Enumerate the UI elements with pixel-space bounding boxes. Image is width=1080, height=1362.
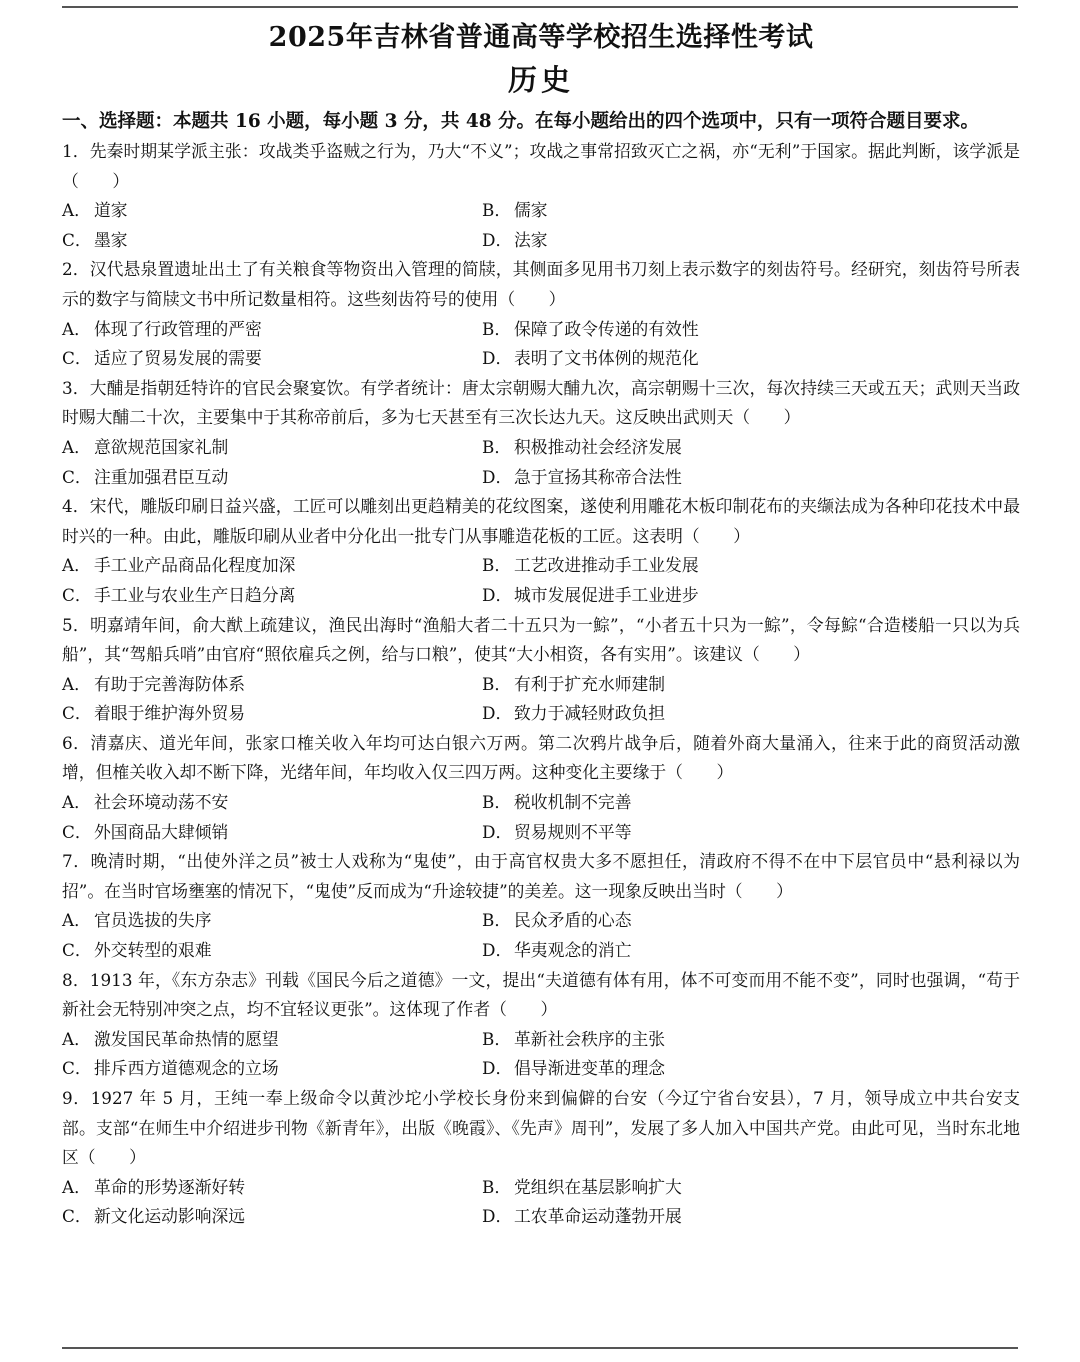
option-b[interactable] (482, 315, 1020, 345)
question-stem: 5．明嘉靖年间，俞大猷上疏建议，渔民出海时“渔船大者二十五只为一鯮”，“小者五十只为一鯮”，令每鯮“合造楼船一只以为兵船”，其“驾船兵哨”由官府“照依雇兵之例，给与口粮”，使其“大小相资，各有实用”。该建议（ ） (62, 614, 1020, 665)
option-letter: D． (482, 348, 513, 369)
question-stem: 9．1927 年 5 月，王纯一奉上级命令以黄沙坨小学校长身份来到偏僻的台安（今辽宁省台安县），7 月，领导成立中共台安支部。支部“在师生中介绍进步刊物《新青年》，出版《晚霞》、《先声》周刊”，发展了多人加入中国共产党。由此可见，当时东北地区（ ） (62, 1088, 1020, 1168)
option-c[interactable] (62, 936, 482, 966)
option-c[interactable] (62, 818, 482, 848)
option-b[interactable] (482, 551, 1020, 581)
option-letter: C． (62, 1206, 92, 1227)
option-letter: C． (62, 229, 92, 250)
option-letter: B． (482, 1028, 512, 1049)
option-text: 体现了行政管理的严密 (94, 318, 262, 339)
question-2 (62, 255, 1020, 373)
option-text: 革命的形势逐渐好转 (94, 1176, 246, 1197)
option-d[interactable] (482, 818, 1020, 848)
option-b[interactable] (482, 1025, 1020, 1055)
question-stem: 7．晚清时期，“出使外洋之员”被士人戏称为“鬼使”，由于高官权贵大多不愿担任，清政府不得不在中下层官员中“悬利禄以为招”。在当时官场壅塞的情况下，“鬼使”反而成为“升途较捷”的美差。这一现象反映出当时（ ） (62, 851, 1020, 901)
option-text: 有利于扩充水师建制 (514, 673, 666, 694)
option-text: 外国商品大肆倾销 (94, 821, 229, 842)
option-text: 税收机制不完善 (514, 792, 632, 813)
option-letter: C． (62, 940, 92, 961)
option-d[interactable] (482, 581, 1020, 611)
option-c[interactable] (62, 463, 482, 493)
option-letter: B． (482, 910, 512, 931)
option-grid (62, 196, 1020, 255)
option-letter: D． (482, 1058, 513, 1079)
option-text: 法家 (514, 229, 548, 250)
option-b[interactable] (482, 906, 1020, 936)
question-stem: 3．大酺是指朝廷特许的官民会聚宴饮。有学者统计：唐太宗朝赐大酺九次，高宗朝赐十三次，每次持续三天或五天；武则天当政时赐大酺二十次，主要集中于其称帝前后，多为七天甚至有三次长达九天。这反映出武则天（ ） (62, 377, 1020, 428)
option-grid (62, 670, 1020, 729)
option-letter: A． (62, 436, 91, 457)
option-d[interactable] (482, 699, 1020, 729)
option-letter: B． (482, 1176, 512, 1197)
option-grid (62, 906, 1020, 965)
option-text: 着眼于维护海外贸易 (94, 703, 246, 724)
option-letter: A． (62, 200, 91, 221)
question-4 (62, 492, 1020, 610)
option-d[interactable] (482, 936, 1020, 966)
subject-title: 历史 (507, 63, 574, 97)
option-text: 民众矛盾的心态 (514, 910, 632, 931)
option-letter: B． (482, 318, 512, 339)
option-d[interactable] (482, 344, 1020, 374)
option-letter: A． (62, 792, 91, 813)
option-text: 保障了政令传递的有效性 (514, 318, 699, 339)
option-letter: B． (482, 673, 512, 694)
option-letter: D． (482, 940, 513, 961)
option-text: 贸易规则不平等 (514, 821, 632, 842)
option-text: 墨家 (94, 229, 128, 250)
option-a[interactable] (62, 906, 482, 936)
option-grid (62, 433, 1020, 492)
top-rule (62, 6, 1018, 8)
option-letter: A． (62, 1176, 91, 1197)
option-b[interactable] (482, 788, 1020, 818)
option-c[interactable] (62, 581, 482, 611)
option-a[interactable] (62, 315, 482, 345)
option-letter: A． (62, 555, 91, 576)
option-text: 表明了文书体例的规范化 (514, 348, 699, 369)
option-text: 注重加强君臣互动 (94, 466, 229, 487)
option-letter: C． (62, 821, 92, 842)
option-text: 工艺改进推动手工业发展 (514, 555, 699, 576)
option-text: 手工业与农业生产日趋分离 (94, 584, 296, 605)
option-text: 社会环境动荡不安 (94, 792, 229, 813)
question-stem: 4．宋代，雕版印刷日益兴盛，工匠可以雕刻出更趋精美的花纹图案，遂使利用雕花木板印制花布的夹缬法成为各种印花技术中最时兴的一种。由此，雕版印刷从业者中分化出一批专门从事雕造花板的工匠。这表明（ ） (62, 496, 1020, 546)
option-letter: A． (62, 318, 91, 339)
option-b[interactable] (482, 196, 1020, 226)
option-b[interactable] (482, 1173, 1020, 1203)
option-letter: D． (482, 466, 513, 487)
question-9 (62, 1084, 1020, 1232)
option-c[interactable] (62, 226, 482, 256)
question-5 (62, 611, 1020, 729)
option-grid (62, 1173, 1020, 1232)
option-text: 排斥西方道德观念的立场 (94, 1058, 279, 1079)
question-7 (62, 847, 1020, 965)
option-text: 急于宣扬其称帝合法性 (514, 466, 682, 487)
question-8 (62, 966, 1020, 1084)
question-list (62, 137, 1020, 1232)
option-letter: B． (482, 792, 512, 813)
option-c[interactable] (62, 1054, 482, 1084)
option-grid (62, 1025, 1020, 1084)
option-a[interactable] (62, 1025, 482, 1055)
option-a[interactable] (62, 670, 482, 700)
option-a[interactable] (62, 551, 482, 581)
option-d[interactable] (482, 1202, 1020, 1232)
option-text: 城市发展促进手工业进步 (514, 584, 699, 605)
question-3 (62, 374, 1020, 492)
option-letter: C． (62, 1058, 92, 1079)
option-letter: A． (62, 910, 91, 931)
question-stem: 8．1913 年，《东方杂志》刊载《国民今后之道德》一文，提出“夫道德有体有用，体不可变而用不能不变”，同时也强调，“苟于新社会无特别冲突之点，均不宜轻议更张”。这体现了作者（ ） (62, 969, 1020, 1020)
option-letter: D． (482, 703, 513, 724)
option-grid (62, 551, 1020, 610)
option-letter: B． (482, 200, 512, 221)
option-letter: C． (62, 703, 92, 724)
option-letter: D． (482, 1206, 513, 1227)
option-d[interactable] (482, 463, 1020, 493)
option-grid (62, 315, 1020, 374)
option-b[interactable] (482, 433, 1020, 463)
option-text: 革新社会秩序的主张 (514, 1028, 666, 1049)
option-text: 党组织在基层影响扩大 (514, 1176, 682, 1197)
option-text: 儒家 (514, 200, 548, 221)
option-b[interactable] (482, 670, 1020, 700)
question-stem: 1．先秦时期某学派主张：攻战类乎盗贼之行为，乃大“不义”；攻战之事常招致灭亡之祸，亦“无利”于国家。据此判断，该学派是（ ） (62, 141, 1020, 191)
option-a[interactable] (62, 196, 482, 226)
option-letter: B． (482, 436, 512, 457)
option-a[interactable] (62, 433, 482, 463)
option-letter: C． (62, 466, 92, 487)
option-letter: A． (62, 1028, 91, 1049)
option-letter: A． (62, 673, 91, 694)
option-c[interactable] (62, 699, 482, 729)
option-text: 工农革命运动蓬勃开展 (514, 1206, 682, 1227)
question-6 (62, 729, 1020, 847)
question-stem: 2．汉代悬泉置遗址出土了有关粮食等物资出入管理的简牍，其侧面多见用书刀刻上表示数字的刻齿符号。经研究，刻齿符号所表示的数字与简牍文书中所记数量相符。这些刻齿符号的使用（ ） (62, 259, 1020, 309)
exam-page (62, 18, 1020, 1232)
option-d[interactable] (482, 226, 1020, 256)
option-c[interactable] (62, 1202, 482, 1232)
option-text: 道家 (94, 200, 128, 221)
option-text: 倡导渐进变革的理念 (514, 1058, 666, 1079)
option-text: 新文化运动影响深远 (94, 1206, 246, 1227)
bottom-rule (62, 1347, 1018, 1349)
option-letter: D． (482, 584, 513, 605)
option-letter: C． (62, 348, 92, 369)
option-a[interactable] (62, 1173, 482, 1203)
option-c[interactable] (62, 344, 482, 374)
question-stem: 6．清嘉庆、道光年间，张家口榷关收入年均可达白银六万两。第二次鸦片战争后，随着外商大量涌入，往来于此的商贸活动激增，但榷关收入却不断下降，光绪年间，年均收入仅三四万两。这种变化主要缘于（ ） (62, 732, 1020, 783)
option-text: 致力于减轻财政负担 (514, 703, 666, 724)
option-a[interactable] (62, 788, 482, 818)
option-text: 官员选拔的失序 (94, 910, 212, 931)
section-heading: 一、选择题：本题共 16 小题，每小题 3 分，共 48 分。在每小题给出的四个选项中，只有一项符合题目要求。 (62, 111, 980, 132)
option-text: 外交转型的艰难 (94, 940, 212, 961)
option-d[interactable] (482, 1054, 1020, 1084)
question-1 (62, 137, 1020, 255)
option-letter: B． (482, 555, 512, 576)
option-letter: C． (62, 584, 92, 605)
option-text: 适应了贸易发展的需要 (94, 348, 262, 369)
option-letter: D． (482, 229, 513, 250)
option-letter: D． (482, 821, 513, 842)
option-text: 手工业产品商品化程度加深 (94, 555, 296, 576)
option-text: 激发国民革命热情的愿望 (94, 1028, 279, 1049)
option-text: 意欲规范国家礼制 (94, 436, 229, 457)
option-text: 积极推动社会经济发展 (514, 436, 682, 457)
option-grid (62, 788, 1020, 847)
exam-title: 2025年吉林省普通高等学校招生选择性考试 (268, 22, 814, 53)
option-text: 华夷观念的消亡 (514, 940, 632, 961)
option-text: 有助于完善海防体系 (94, 673, 246, 694)
